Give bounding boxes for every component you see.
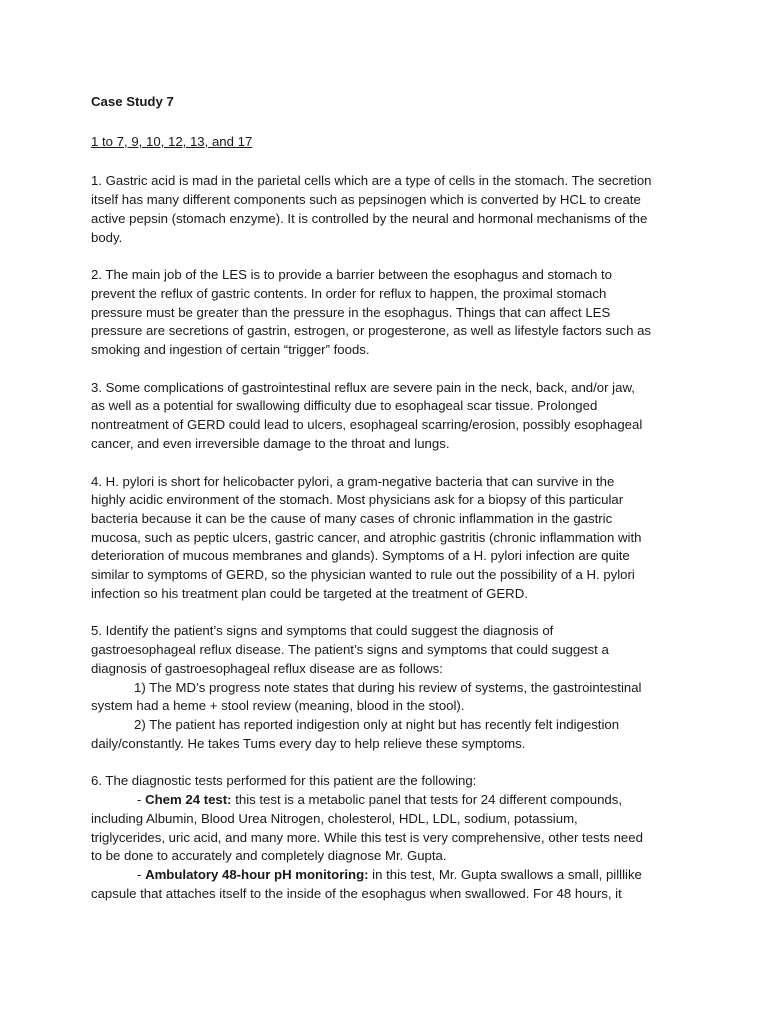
text-line: 1. Gastric acid is mad in the parietal cells which are a type of cells in the stomach. The secretion: [91, 173, 652, 189]
text-line: to be done to accurately and completely diagnose Mr. Gupta.: [91, 848, 447, 864]
text-line: 2. The main job of the LES is to provide a barrier between the esophagus and stomach to: [91, 267, 612, 283]
text-line: diagnosis of gastroesophageal reflux disease are as follows:: [91, 660, 443, 676]
paragraph-4: [91, 473, 698, 604]
text-line: gastroesophageal reflux disease. The patient’s signs and symptoms that could suggest a: [91, 642, 609, 658]
text-line: mucosa, such as peptic ulcers, gastric cancer, and atrophic gastritis (chronic inflammation with: [91, 529, 642, 545]
text-line: itself has many different components such as pepsinogen which is converted by HCL to create: [91, 192, 641, 208]
text-line: 4. H. pylori is short for helicobacter pylori, a gram-negative bacteria that can survive in the: [91, 473, 615, 489]
text-line: infection so his treatment plan could be targeted at the treatment of GERD.: [91, 585, 528, 601]
text-line: nontreatment of GERD could lead to ulcers, esophageal scarring/erosion, possibly esophageal: [91, 417, 643, 433]
document-title: Case Study 7: [91, 94, 174, 109]
text-line: highly acidic environment of the stomach. Most physicians ask for a biopsy of this particular: [91, 492, 624, 508]
text-line: system had a heme + stool review (meaning, blood in the stool).: [91, 698, 465, 714]
text-line: pressure are secretions of gastrin, estrogen, or progesterone, as well as lifestyle factors such as: [91, 323, 652, 339]
list-item-term: Chem 24 test:: [145, 792, 232, 808]
list-dash: -: [137, 866, 146, 882]
text-line: prevent the reflux of gastric contents. In order for reflux to happen, the proximal stomach: [91, 285, 607, 301]
text-line: 5. Identify the patient’s signs and symptoms that could suggest the diagnosis of: [91, 623, 554, 639]
document-subtitle: 1 to 7, 9, 10, 12, 13, and 17: [91, 133, 253, 149]
text-line: smoking and ingestion of certain “trigger” foods.: [91, 342, 370, 358]
list-dash: -: [137, 792, 146, 808]
list-item-text: this test is a metabolic panel that tests for 24 different compounds,: [231, 792, 623, 808]
text-line: cancer, and even irreversible damage to the throat and lungs.: [91, 435, 450, 451]
text-line: 6. The diagnostic tests performed for this patient are the following:: [91, 773, 477, 789]
list-item-line: 1) The MD’s progress note states that during his review of systems, the gastrointestinal: [134, 679, 642, 695]
paragraph-5: [91, 622, 698, 753]
text-line: capsule that attaches itself to the inside of the esophagus when swallowed. For 48 hours, it: [91, 885, 622, 901]
text-line: including Albumin, Blood Urea Nitrogen, cholesterol, HDL, LDL, sodium, potassium,: [91, 810, 578, 826]
paragraph-3: [91, 379, 698, 454]
text-line: triglycerides, uric acid, and many more. While this test is very comprehensive, other tests need: [91, 829, 643, 845]
list-item-text: in this test, Mr. Gupta swallows a small, pilllike: [368, 866, 642, 882]
text-line: deterioration of mucous membranes and glands). Symptoms of a H. pylori infection are quite: [91, 548, 630, 564]
text-line: daily/constantly. He takes Tums every day to help relieve these symptoms.: [91, 735, 526, 751]
paragraph-1: [91, 172, 698, 247]
list-item-term: Ambulatory 48-hour pH monitoring:: [145, 866, 369, 882]
text-line: bacteria because it can be the cause of many cases of chronic inflammation in the gastric: [91, 510, 613, 526]
list-item-line: [91, 866, 698, 885]
paragraph-2: [91, 266, 698, 360]
text-line: body.: [91, 229, 123, 245]
text-line: 3. Some complications of gastrointestinal reflux are severe pain in the neck, back, and/or jaw,: [91, 379, 635, 395]
list-item-line: [91, 791, 698, 810]
text-line: similar to symptoms of GERD, so the physician wanted to rule out the possibility of a H. pylori: [91, 567, 635, 583]
text-line: pressure must be greater than the pressure in the esophagus. Things that can affect LES: [91, 304, 611, 320]
list-item-line: 2) The patient has reported indigestion only at night but has recently felt indigestion: [134, 716, 620, 732]
text-line: as well as a potential for swallowing difficulty due to esophageal scar tissue. Prolonged: [91, 398, 598, 414]
text-line: active pepsin (stomach enzyme). It is controlled by the neural and hormonal mechanisms of the: [91, 210, 648, 226]
paragraph-6: [91, 772, 698, 903]
